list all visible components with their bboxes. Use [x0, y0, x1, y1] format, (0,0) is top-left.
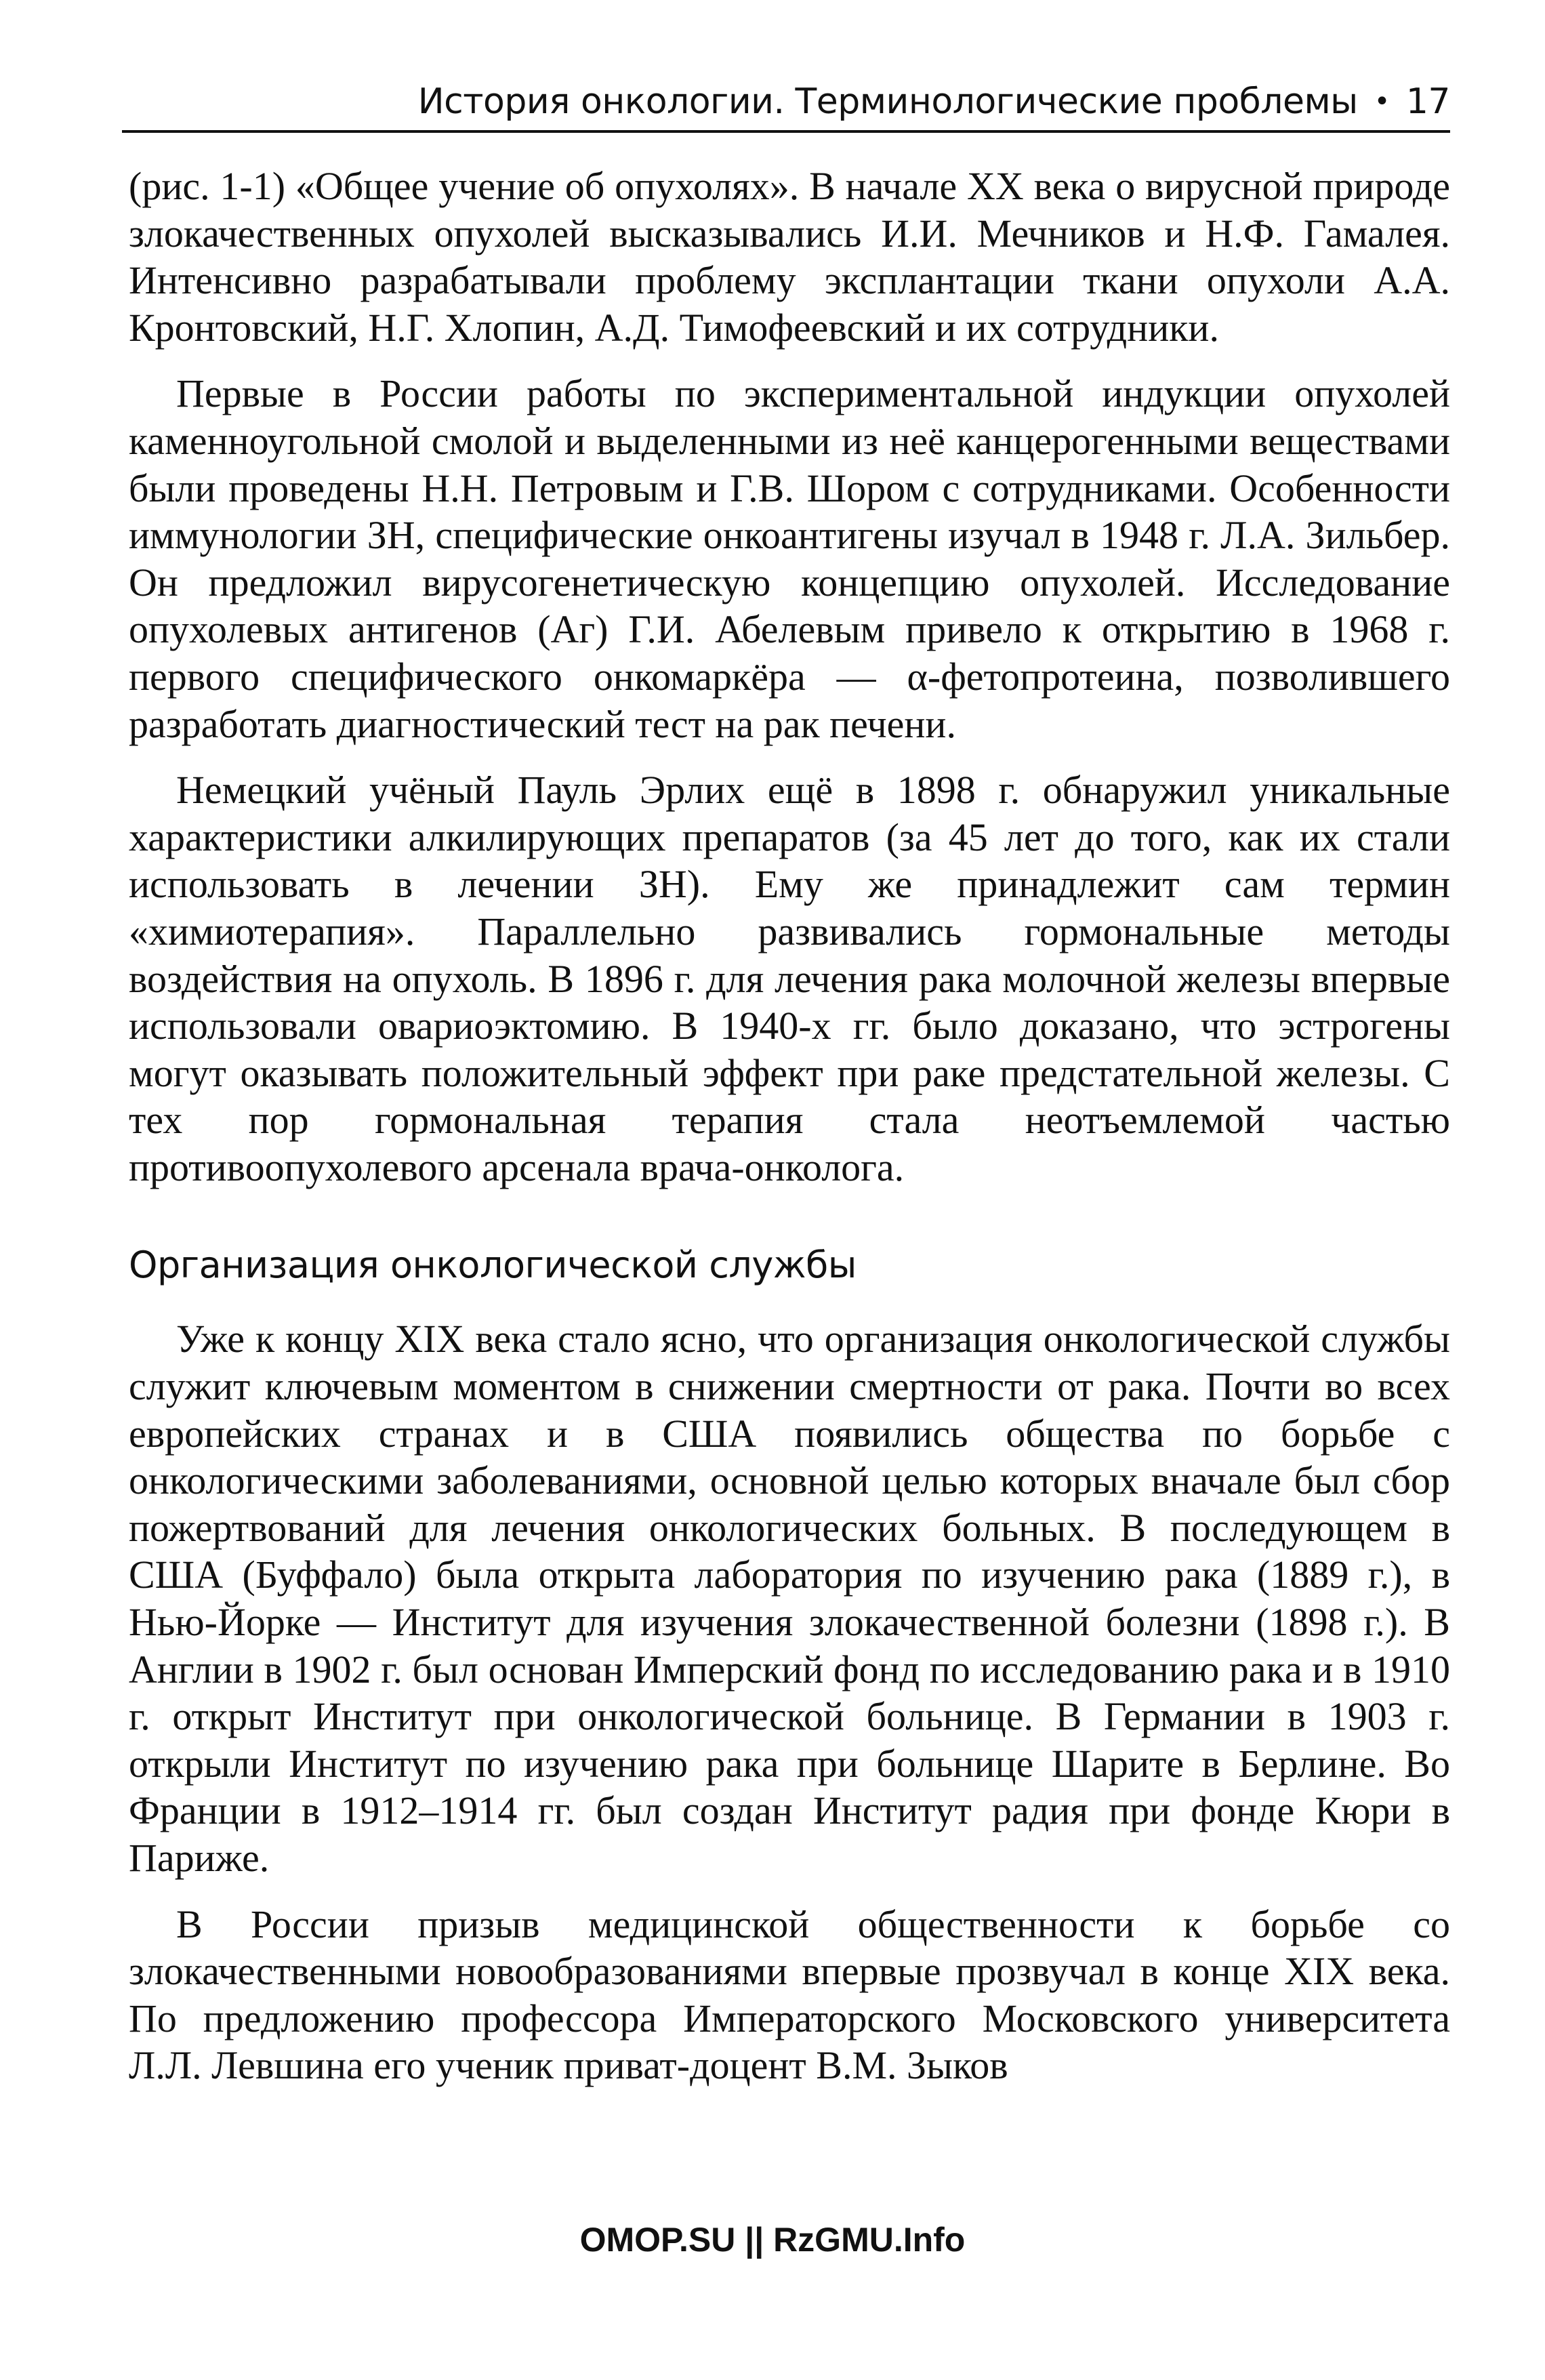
paragraph-1: (рис. 1-1) «Общее учение об опухолях». В начале XX века о вирусной природе злокачественных опухолей высказывались И.И. Мечников и Н.Ф. Гамалея. Интенсивно разрабатывали проблему эксплантации ткани опухоли А.А. Кронтовский, Н.Г. Хлопин, А.Д. Тимофеевский и их сотрудники.: [129, 164, 1450, 350]
paragraph-3: Немецкий учёный Пауль Эрлих ещё в 1898 г. обнаружил уникальные характеристики алкилирующих препаратов (за 45 лет до того, как их стали использовать в лечении ЗН). Ему же принадлежит сам термин «химиотерапия». Параллельно развивались гормональные методы воздействия на опухоль. В 1896 г. для лечения рака молочной железы впервые использовали овариоэктомию. В 1940-х гг. было доказано, что эстрогены могут оказывать положительный эффект при раке предстательной железы. С тех пор гормональная терапия стала неотъемлемой частью противоопухолевого арсенала врача-онколога.: [129, 768, 1450, 1189]
footer-watermark: OMOP.SU || RzGMU.Info: [579, 2221, 966, 2259]
paragraph-2: Первые в России работы по экспериментальной индукции опухолей каменноугольной смолой и выделенными из неё канцерогенными веществами были проведены Н.Н. Петровым и Г.В. Шором с сотрудниками. Особенности иммунологии ЗН, специфические онкоантигены изучал в 1948 г. Л.А. Зильбер. Он предложил вирусогенетическую концепцию опухолей. Исследование опухолевых антигенов (Аг) Г.И. Абелевым привело к открытию в 1968 г. первого специфического онкомаркёра — α-фетопротеина, позволившего разработать диагностический тест на рак печени.: [129, 371, 1450, 746]
section-paragraph-1: Уже к концу XIX века стало ясно, что организация онкологической службы служит ключевым моментом в снижении смертности от рака. Почти во всех европейских странах и в США появились общества по борьбе с онкологическими заболеваниями, основной целью которых вначале был сбор пожертвований для лечения онкологических больных. В последующем в США (Буффало) была открыта лаборатория по изучению рака (1889 г.), в Нью-Йорке — Институт для изучения злокачественной болезни (1898 г.). В Англии в 1902 г. был основан Имперский фонд по исследованию рака и в 1910 г. открыт Институт при онкологической больнице. В Германии в 1903 г. открыли Институт по изучению рака при больнице Шарите в Берлине. Во Франции в 1912–1914 гг. был создан Институт радия при фонде Кюри в Париже.: [129, 1317, 1450, 1880]
header-bullet: •: [1374, 86, 1390, 117]
body-text: [129, 163, 1450, 2089]
section-paragraph-2: В России призыв медицинской общественности к борьбе со злокачественными новообразованиями впервые прозвучал в конце XIX века. По предложению профессора Императорского Московского университета Л.Л. Левшина его ученик приват-доцент В.М. Зыков: [129, 1902, 1450, 2088]
running-header: [122, 75, 1450, 129]
header-rule: [122, 130, 1450, 133]
header-title: История онкологии. Терминологические проблемы: [417, 81, 1358, 122]
section-heading: Организация онкологической службы: [129, 1244, 857, 1287]
page-number: 17: [1405, 81, 1450, 122]
